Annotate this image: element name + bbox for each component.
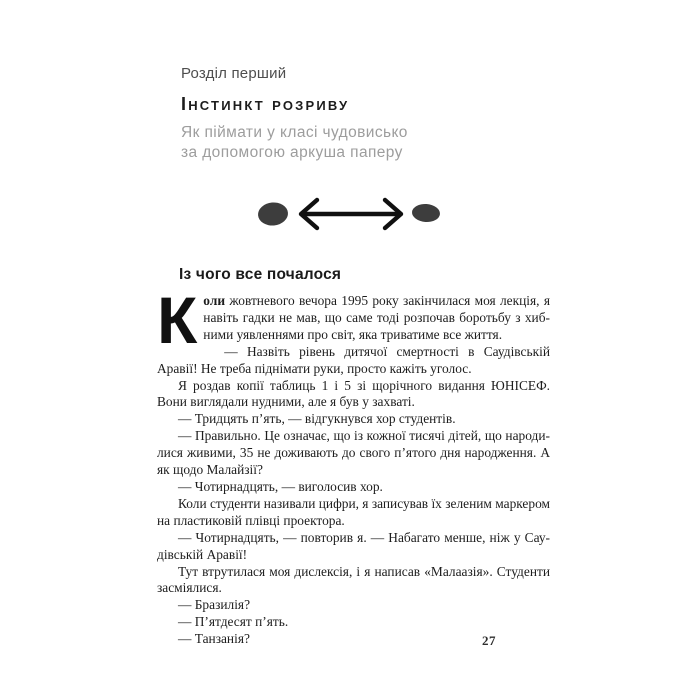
paragraph: — Танзанія? xyxy=(178,631,250,647)
paragraph: Тут втрутилася моя дислексія, і я написав «Малаазія». Студенти засміялися. xyxy=(157,563,550,596)
paragraph: — Чотирнадцять, — повторив я. — Набагато менше, ніж у Саудівській Аравії! xyxy=(157,529,550,562)
paragraph: — Назвіть рівень дитячої смертності в Саудівській Аравії! Не треба піднімати руки, просто кажіть уголос. xyxy=(157,343,550,376)
lead-paragraph xyxy=(157,283,550,357)
two-blobs-double-arrow-graphic xyxy=(254,196,448,234)
lead-paragraph-text: жовтневого вечора 1995 року закінчилася моя лекція, я навіть гадки не мав, що саме тоді розпочав боротьбу з хибними уявленнями про світ, яка триватиме все життя. xyxy=(203,293,550,342)
right-blob-icon xyxy=(411,203,440,223)
paragraph: — П’ятдесят п’ять. xyxy=(178,614,289,630)
paragraph: — Чотирнадцять, — виголосив хор. xyxy=(178,478,383,494)
dropcap-letter: К xyxy=(157,283,198,357)
chapter-label: Розділ перший xyxy=(181,65,287,82)
chapter-subtitle-line1: Як піймати у класі чудовисько xyxy=(181,124,408,141)
paragraph: Коли студенти називали цифри, я записував їх зеленим маркером на пластиковій плівці проектора. xyxy=(157,495,550,528)
paragraph: Я роздав копії таблиць 1 і 5 зі щорічного видання ЮНІСЕФ. Вони виглядали нудними, але я був у захваті. xyxy=(157,377,550,410)
lead-bold-text: оли xyxy=(203,293,226,308)
chapter-header xyxy=(181,65,561,163)
page-number: 27 xyxy=(482,633,496,648)
chapter-subtitle xyxy=(181,123,561,163)
section-heading: Із чого все почалося xyxy=(179,266,342,283)
gap-figure xyxy=(254,196,448,234)
double-arrow-icon xyxy=(301,200,401,228)
chapter-subtitle-line2: за допомогою аркуша паперу xyxy=(181,144,403,161)
paragraph: — Бразилія? xyxy=(178,597,251,613)
paragraph: — Правильно. Це означає, що із кожної тисячі дітей, що народилися живими, 35 не доживають до свого п’ятого дня народження. А як щодо Малайзії? xyxy=(157,428,550,478)
body-text xyxy=(157,283,550,648)
paragraph: — Тридцять п’ять, — відгукнувся хор студентів. xyxy=(178,411,456,427)
left-blob-icon xyxy=(257,201,289,227)
chapter-title: Інстинкт розриву xyxy=(181,94,350,114)
